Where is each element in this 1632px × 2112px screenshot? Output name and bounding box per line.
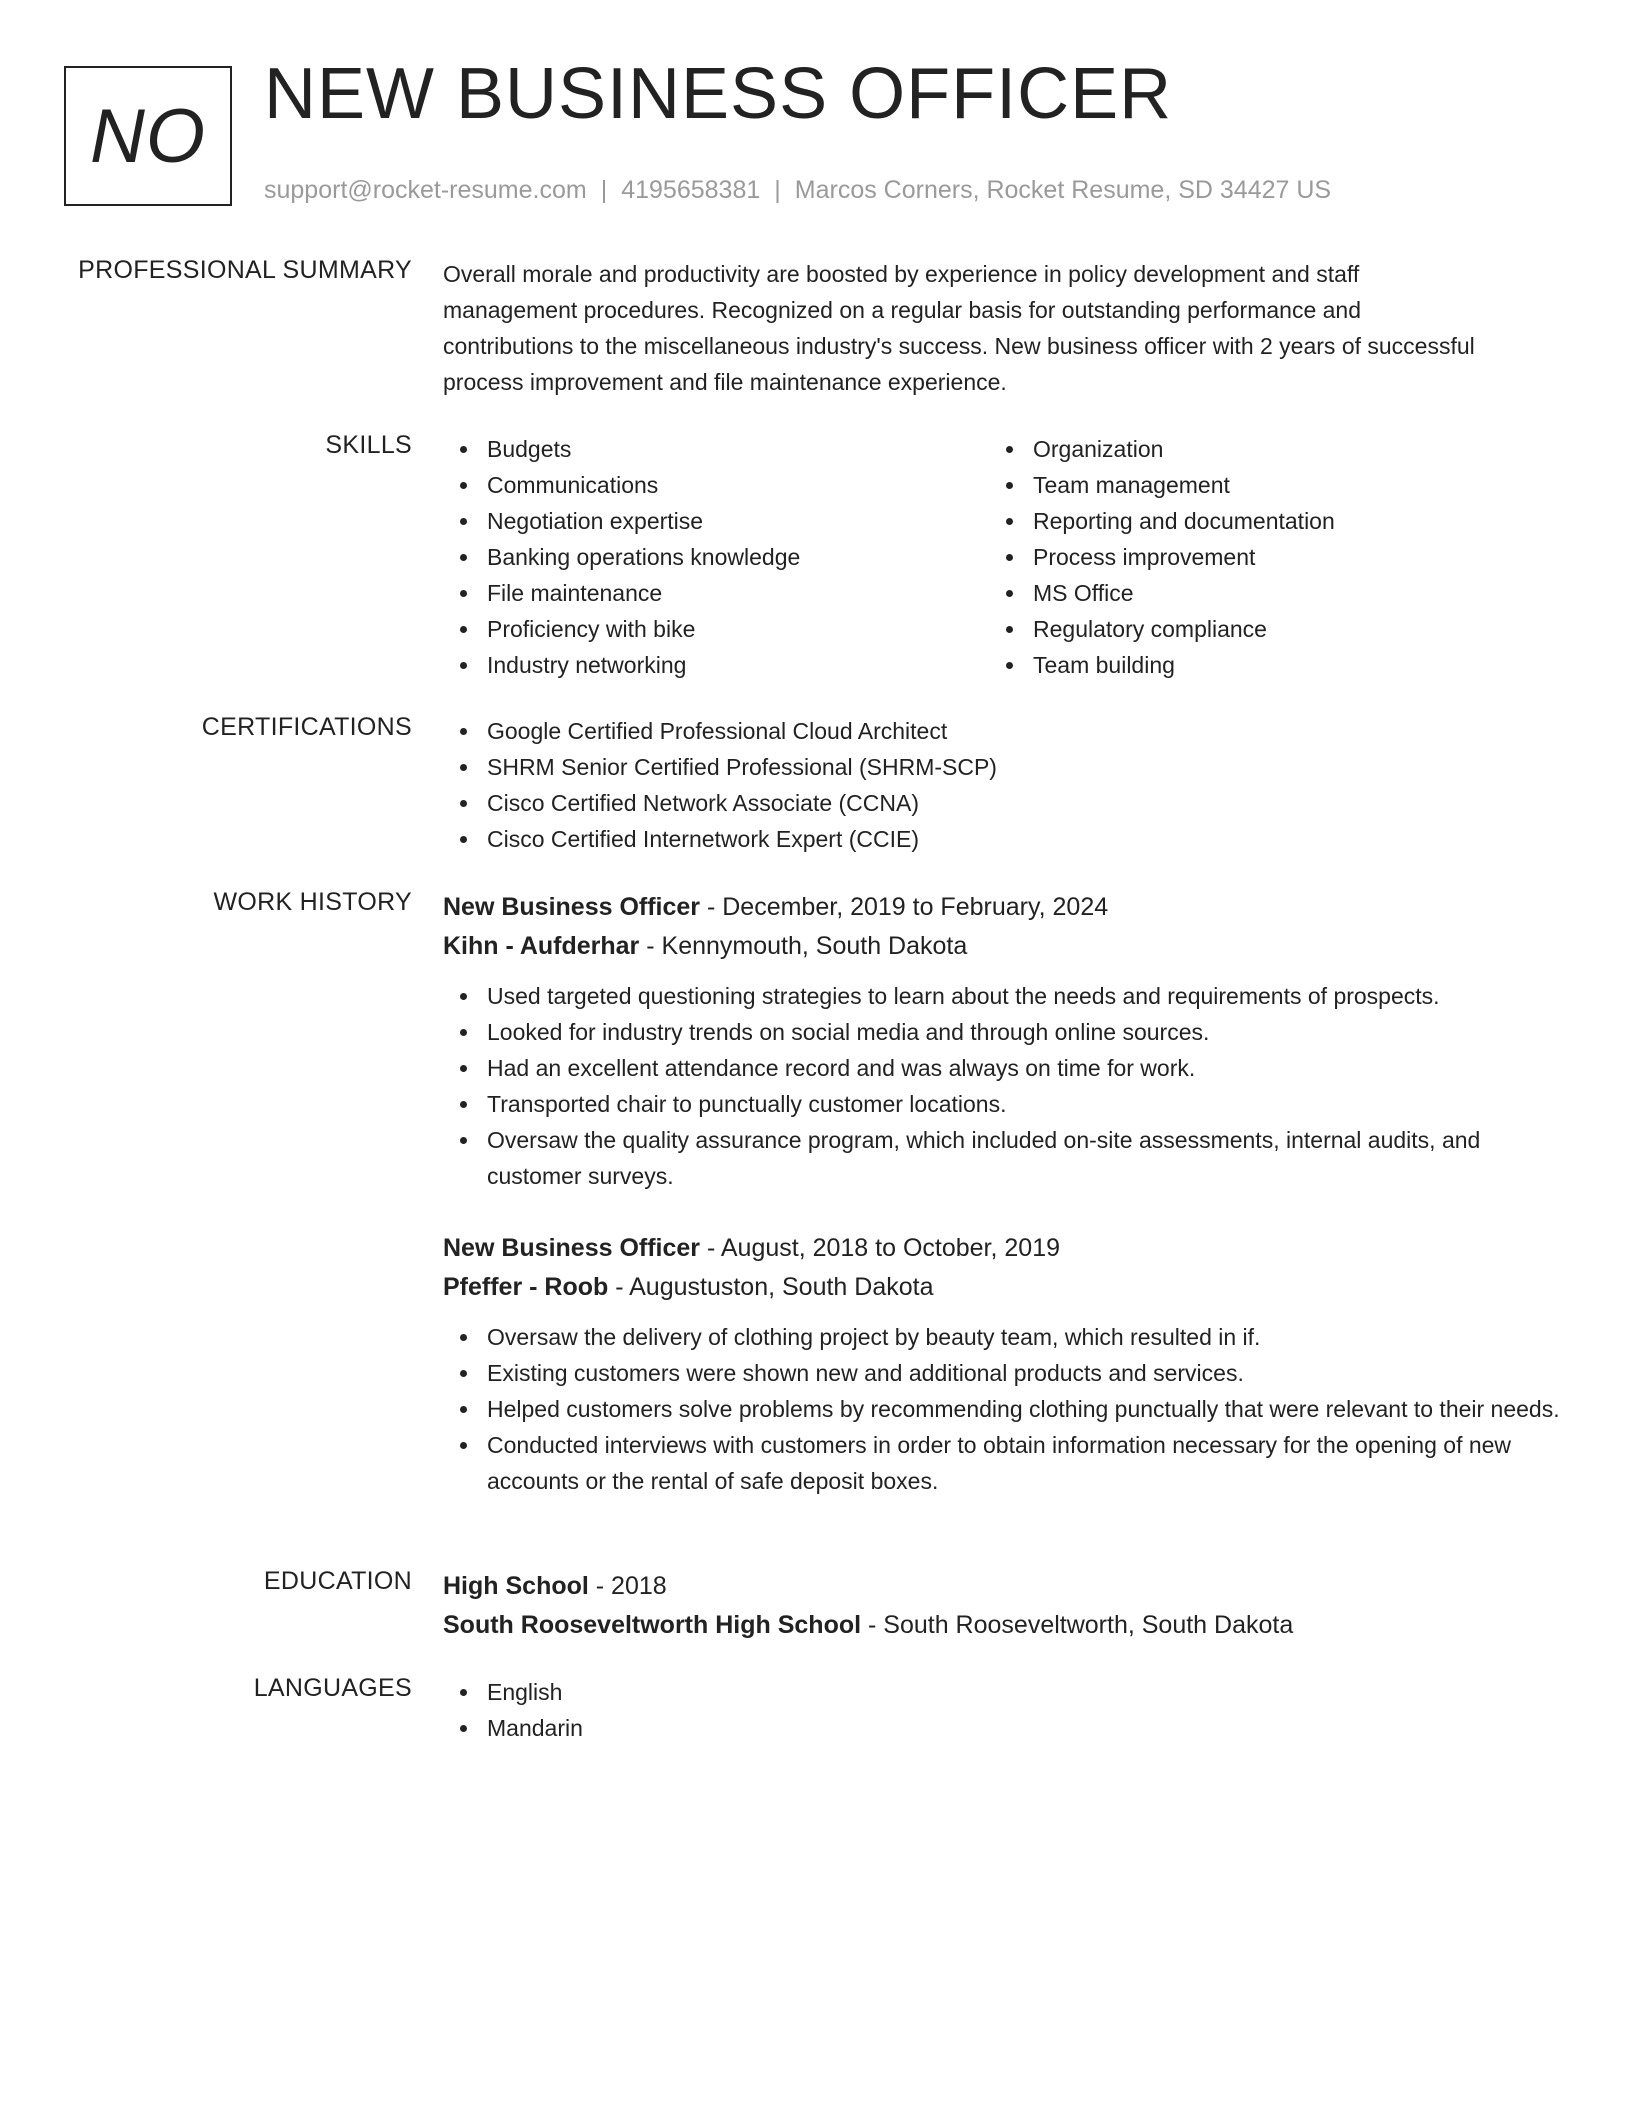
- job-company: Pfeffer - Roob: [443, 1273, 609, 1301]
- languages-body: [443, 1674, 1563, 1746]
- skill-item: Team management: [989, 467, 1535, 503]
- summary-text: Overall morale and productivity are boosted by experience in policy development and staff management procedures. Recognized on a regular basis for outstanding performance and contributions to the miscellaneous industry's success. New business officer with 2 years of successful process improvement and file maintenance experience.: [443, 261, 1475, 395]
- certification-item: Google Certified Professional Cloud Architect: [443, 713, 1563, 749]
- skills-column-right: [989, 431, 1535, 683]
- job-duty-item: Used targeted questioning strategies to learn about the needs and requirements of prospects.: [443, 978, 1563, 1014]
- section-title-languages: LANGUAGES: [253, 1674, 412, 1702]
- skill-item: Organization: [989, 431, 1535, 467]
- job-company-line: [443, 1268, 1563, 1307]
- job-company-line: [443, 927, 1563, 966]
- job-duty-item: Helped customers solve problems by recommending clothing punctually that were relevant to their needs.: [443, 1391, 1563, 1427]
- skill-item: Proficiency with bike: [443, 611, 989, 647]
- job-role: New Business Officer: [443, 893, 701, 921]
- job-location: - Augustuston, South Dakota: [608, 1273, 934, 1301]
- language-item: English: [443, 1674, 1563, 1710]
- contact-address: Marcos Corners, Rocket Resume, SD 34427 US: [794, 176, 1332, 204]
- job-duties-list: [443, 1319, 1563, 1499]
- job-role: New Business Officer: [443, 1234, 701, 1262]
- job-duty-item: Oversaw the quality assurance program, which included on-site assessments, internal audits, and customer surveys.: [443, 1122, 1563, 1194]
- skill-item: Regulatory compliance: [989, 611, 1535, 647]
- certifications-list: [443, 713, 1563, 857]
- education-year: - 2018: [588, 1572, 667, 1600]
- contact-phone: 4195658381: [621, 176, 761, 204]
- skills-list-right: [989, 431, 1535, 683]
- job-role-line: [443, 1229, 1563, 1268]
- contact-line: [264, 176, 1331, 205]
- skills-list-left: [443, 431, 989, 683]
- skills-column-left: [443, 431, 989, 683]
- job-duty-item: Existing customers were shown new and additional products and services.: [443, 1355, 1563, 1391]
- monogram-box: [64, 66, 232, 206]
- section-title-work-history: WORK HISTORY: [213, 888, 412, 916]
- job-duties-list: [443, 978, 1563, 1194]
- skills-body: [443, 431, 1563, 683]
- section-title-certifications: CERTIFICATIONS: [201, 713, 412, 741]
- education-body: [443, 1567, 1563, 1645]
- summary-body: [443, 256, 1563, 400]
- section-title-skills: SKILLS: [325, 431, 412, 459]
- job-duty-item: Oversaw the delivery of clothing project by beauty team, which resulted in if.: [443, 1319, 1563, 1355]
- skill-item: File maintenance: [443, 575, 989, 611]
- certification-item: Cisco Certified Internetwork Expert (CCIE): [443, 821, 1563, 857]
- job-duty-item: Transported chair to punctually customer locations.: [443, 1086, 1563, 1122]
- job-dates: - December, 2019 to February, 2024: [700, 893, 1109, 921]
- education-location: - South Rooseveltworth, South Dakota: [861, 1611, 1294, 1639]
- education-degree: High School: [443, 1572, 589, 1600]
- work-history-body-2: [443, 1229, 1563, 1499]
- certifications-body: [443, 713, 1563, 857]
- skill-item: Industry networking: [443, 647, 989, 683]
- job-location: - Kennymouth, South Dakota: [639, 932, 968, 960]
- job-dates: - August, 2018 to October, 2019: [700, 1234, 1061, 1262]
- certification-item: Cisco Certified Network Associate (CCNA): [443, 785, 1563, 821]
- section-title-summary: PROFESSIONAL SUMMARY: [78, 256, 412, 284]
- work-history-body: [443, 888, 1563, 1194]
- resume-name-title: NEW BUSINESS OFFICER: [264, 54, 1173, 134]
- skill-item: Negotiation expertise: [443, 503, 989, 539]
- skill-item: MS Office: [989, 575, 1535, 611]
- education-degree-line: [443, 1567, 1563, 1606]
- skill-item: Reporting and documentation: [989, 503, 1535, 539]
- education-school-line: [443, 1606, 1563, 1645]
- section-title-education: EDUCATION: [263, 1567, 412, 1595]
- job-company: Kihn - Aufderhar: [443, 932, 640, 960]
- monogram-initials: NO: [90, 93, 206, 179]
- skill-item: Budgets: [443, 431, 989, 467]
- job-duty-item: Looked for industry trends on social media and through online sources.: [443, 1014, 1563, 1050]
- skill-item: Banking operations knowledge: [443, 539, 989, 575]
- languages-list: [443, 1674, 1563, 1746]
- contact-separator: |: [600, 176, 608, 204]
- job-duty-item: Had an excellent attendance record and was always on time for work.: [443, 1050, 1563, 1086]
- skill-item: Communications: [443, 467, 989, 503]
- job-entry: [443, 1229, 1563, 1499]
- language-item: Mandarin: [443, 1710, 1563, 1746]
- skill-item: Team building: [989, 647, 1535, 683]
- job-entry: [443, 888, 1563, 1194]
- certification-item: SHRM Senior Certified Professional (SHRM-SCP): [443, 749, 1563, 785]
- job-duty-item: Conducted interviews with customers in order to obtain information necessary for the opening of new accounts or the rental of safe deposit boxes.: [443, 1427, 1563, 1499]
- education-school: South Rooseveltworth High School: [443, 1611, 862, 1639]
- job-role-line: [443, 888, 1563, 927]
- skill-item: Process improvement: [989, 539, 1535, 575]
- contact-email: support@rocket-resume.com: [264, 176, 587, 204]
- contact-separator: |: [774, 176, 781, 204]
